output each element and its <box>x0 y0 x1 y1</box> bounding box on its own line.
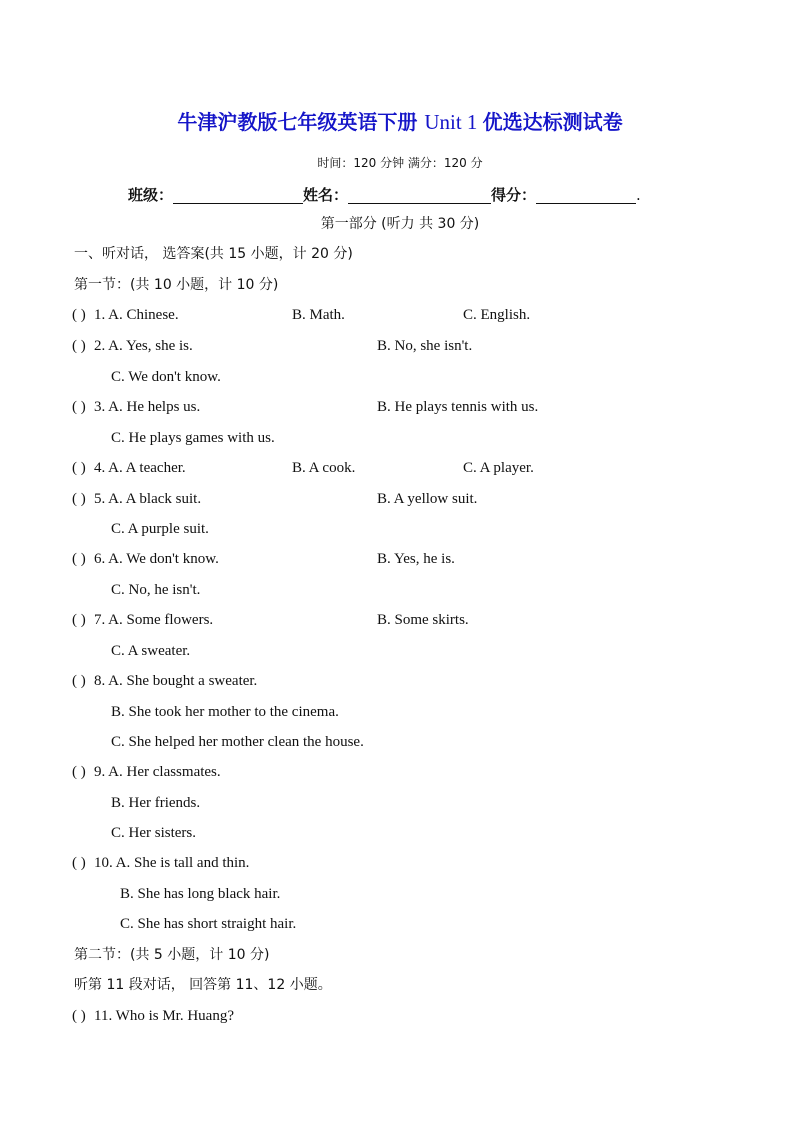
exam-meta: 时间：120 分钟 满分：120 分 <box>317 156 483 170</box>
page-title <box>0 106 800 135</box>
score-blank[interactable] <box>536 187 636 204</box>
q1-option-c: C. English. <box>463 307 531 323</box>
answer-paren[interactable]: ( ) <box>72 551 86 567</box>
q2-option-a: 2. A. Yes, she is. <box>94 338 193 354</box>
q6-option-b: B. Yes, he is. <box>377 551 455 567</box>
q8-option-c: C. She helped her mother clean the house. <box>111 734 364 750</box>
q6-option-a: 6. A. We don't know. <box>94 551 219 567</box>
class-label: 班级： <box>128 186 174 204</box>
title-cn-prefix: 牛津沪教版七年级英语下册 <box>177 110 425 134</box>
q10-option-b: B. She has long black hair. <box>120 886 281 902</box>
answer-paren[interactable]: ( ) <box>72 612 86 628</box>
end-mark: . <box>636 186 641 204</box>
name-label: 姓名： <box>303 186 349 204</box>
name-blank[interactable] <box>348 187 491 204</box>
answer-paren[interactable]: ( ) <box>72 764 86 780</box>
part1-heading: 第一部分 (听力 共 30 分) <box>320 216 480 232</box>
q1-option-a: 1. A. Chinese. <box>94 307 179 323</box>
q6-option-c: C. No, he isn't. <box>111 582 201 598</box>
answer-paren[interactable]: ( ) <box>72 399 86 415</box>
q9-option-c: C. Her sisters. <box>111 825 196 841</box>
q8-option-a: 8. A. She bought a sweater. <box>94 673 258 689</box>
q5-option-b: B. A yellow suit. <box>377 491 478 507</box>
q7-option-c: C. A sweater. <box>111 643 191 659</box>
q4-option-a: 4. A. A teacher. <box>94 460 186 476</box>
q4-option-c: C. A player. <box>463 460 534 476</box>
q2-option-c: C. We don't know. <box>111 369 221 385</box>
q11-question: 11. Who is Mr. Huang? <box>94 1008 234 1024</box>
answer-paren[interactable]: ( ) <box>72 460 86 476</box>
answer-paren[interactable]: ( ) <box>72 1008 86 1024</box>
answer-paren[interactable]: ( ) <box>72 307 86 323</box>
q5-option-a: 5. A. A black suit. <box>94 491 202 507</box>
q4-option-b: B. A cook. <box>292 460 356 476</box>
q9-option-b: B. Her friends. <box>111 795 201 811</box>
answer-paren[interactable]: ( ) <box>72 491 86 507</box>
subsection2-heading: 第二节：(共 5 小题，计 10 分) <box>74 947 270 963</box>
score-label: 得分： <box>491 186 537 204</box>
q1-option-b: B. Math. <box>292 307 345 323</box>
q8-option-b: B. She took her mother to the cinema. <box>111 704 339 720</box>
answer-paren[interactable]: ( ) <box>72 855 86 871</box>
title-cn-suffix: 优选达标测试卷 <box>482 110 623 134</box>
q10-option-a: 10. A. She is tall and thin. <box>94 855 250 871</box>
subsection1-heading: 第一节：(共 10 小题，计 10 分) <box>74 277 279 293</box>
answer-paren[interactable]: ( ) <box>72 673 86 689</box>
q2-option-b: B. No, she isn't. <box>377 338 473 354</box>
title-unit: Unit 1 <box>424 110 483 134</box>
section1-heading: 一、听对话， 选答案(共 15 小题，计 20 分) <box>74 246 353 262</box>
q9-option-a: 9. A. Her classmates. <box>94 764 221 780</box>
q7-option-a: 7. A. Some flowers. <box>94 612 214 628</box>
q10-option-c: C. She has short straight hair. <box>120 916 297 932</box>
q5-option-c: C. A purple suit. <box>111 521 209 537</box>
class-blank[interactable] <box>173 187 303 204</box>
q3-option-a: 3. A. He helps us. <box>94 399 201 415</box>
student-info-row <box>128 184 641 205</box>
q7-option-b: B. Some skirts. <box>377 612 469 628</box>
q3-option-b: B. He plays tennis with us. <box>377 399 539 415</box>
listening-instruction: 听第 11 段对话， 回答第 11、12 小题。 <box>74 977 332 993</box>
answer-paren[interactable]: ( ) <box>72 338 86 354</box>
q3-option-c: C. He plays games with us. <box>111 430 275 446</box>
